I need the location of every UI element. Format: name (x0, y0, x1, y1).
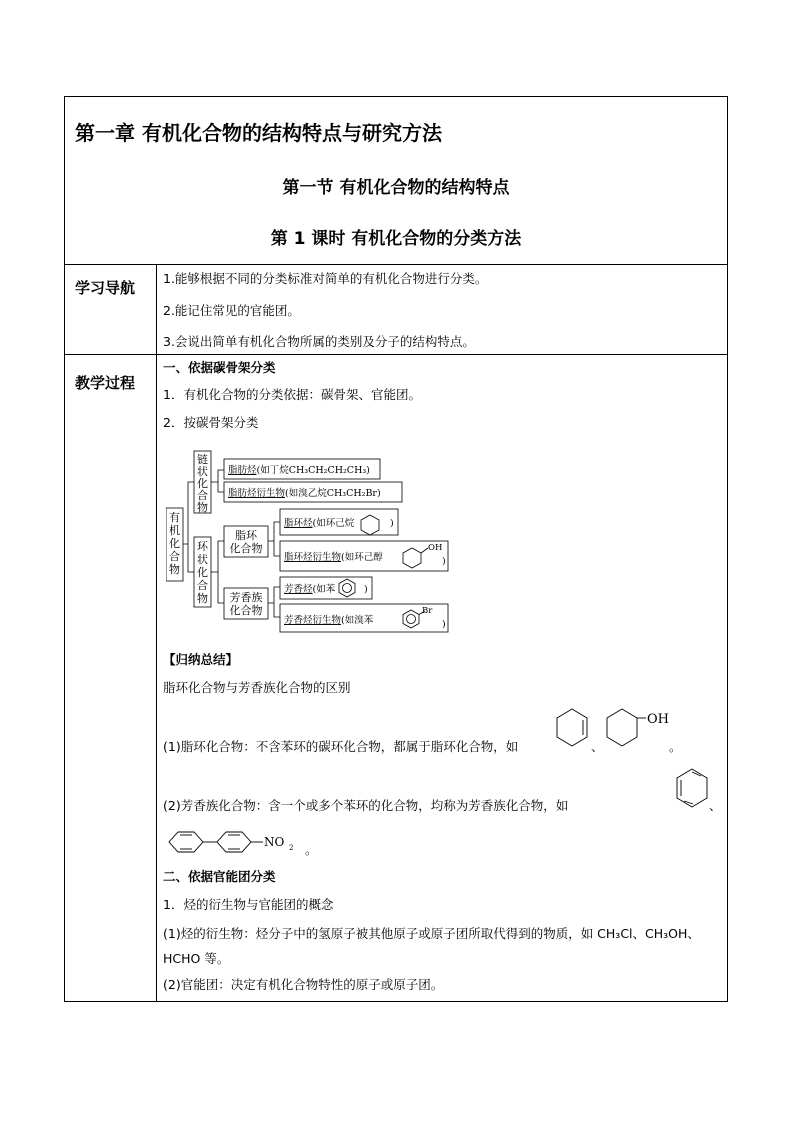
summary-subtitle: 脂环化合物与芳香族化合物的区别 (163, 680, 351, 695)
ring-char-1: 环 (197, 540, 208, 553)
nitrobiphenyl-icon (161, 825, 321, 859)
aromatic-box-line1: 芳香族 (229, 591, 263, 604)
classification-diagram (166, 447, 456, 639)
root-char-2: 机 (169, 524, 180, 537)
ring-char-5: 物 (197, 592, 208, 605)
no2-label: NO (264, 835, 285, 849)
chain-char-3: 化 (197, 477, 208, 490)
aromatic-definition: (2)芳香族化合物：含一个或多个苯环的化合物，均称为芳香族化合物，如 (163, 798, 569, 813)
summary-title: 【归纳总结】 (163, 652, 239, 667)
root-char-3: 化 (169, 537, 180, 550)
leaf4-close: ) (442, 556, 446, 567)
alicyclic-definition: (1)脂环化合物：不含苯环的碳环化合物，都属于脂环化合物，如 (163, 739, 519, 754)
leaf2-desc: (如溴乙烷CH₃CH₂Br) (285, 488, 381, 499)
lesson-plan-table (64, 96, 728, 1002)
guide-item-2: 2.能记住常见的官能团。 (163, 303, 300, 318)
chain-char-1: 链 (197, 453, 208, 466)
oh-label: OH (647, 712, 669, 727)
root-char-4: 合 (169, 550, 180, 563)
leaf6-desc: (如溴苯 (341, 615, 374, 626)
column-divider (156, 264, 157, 1001)
leaf4-desc: (如环己醇 (341, 552, 383, 563)
aromatic-separator: 、 (709, 798, 722, 813)
benzene-icon (339, 579, 355, 597)
ring-char-3: 化 (197, 566, 208, 579)
svg-text:芳香烃(如苯 (284, 583, 336, 595)
leaf5-desc: (如苯 (312, 584, 336, 595)
leaf1-desc: (如丁烷CH₃CH₂CH₂CH₃) (256, 465, 370, 476)
alicyclic-end: 。 (669, 739, 682, 754)
leaf4-oh: OH (428, 543, 443, 553)
row-divider (65, 354, 727, 355)
lesson-title: 第 1 课时 有机化合物的分类方法 (270, 229, 522, 249)
leaf4-name: 脂环烃衍生物 (284, 552, 342, 563)
leaf5-close: ) (364, 584, 368, 595)
chain-char-5: 物 (197, 501, 208, 514)
classification-basis: 1．有机化合物的分类依据：碳骨架、官能团。 (163, 387, 421, 402)
leaf3-name: 脂环烃 (284, 518, 313, 529)
functional-group-definition: (2)官能团：决定有机化合物特性的原子或原子团。 (163, 977, 444, 992)
alicyclic-separator: 、 (591, 739, 604, 754)
cyclohexanol-icon (403, 548, 421, 568)
aromatic-box-line2: 化合物 (229, 604, 263, 617)
alicyclic-box-line1: 脂环 (235, 529, 257, 542)
process-label: 教学过程 (75, 374, 136, 392)
leaf5-name: 芳香烃 (284, 584, 313, 595)
chapter-title: 第一章 有机化合物的结构特点与研究方法 (75, 121, 442, 145)
section-title: 第一节 有机化合物的结构特点 (282, 178, 510, 198)
guide-item-1: 1.能够根据不同的分类标准对简单的有机化合物进行分类。 (163, 271, 488, 286)
ring-char-2: 状 (197, 553, 208, 566)
chain-char-4: 合 (197, 489, 208, 502)
leaf6-close: ) (442, 619, 446, 630)
derivative-definition-cont: HCHO 等。 (163, 951, 230, 966)
guide-item-3: 3.会说出简单有机化合物所属的类别及分子的结构特点。 (163, 334, 475, 349)
root-char-5: 物 (169, 563, 180, 576)
aromatic-end: 。 (305, 842, 318, 857)
cyclohexene-icon (553, 705, 591, 755)
no2-subscript: 2 (289, 844, 294, 852)
svg-text:脂肪烃(如丁烷CH₃CH₂CH₂CH₃) (228, 464, 370, 476)
leaf6-name: 芳香烃衍生物 (284, 615, 342, 626)
header-cell (65, 97, 727, 265)
guide-label: 学习导航 (75, 279, 136, 297)
alicyclic-box-line2: 化合物 (229, 542, 263, 555)
leaf3-close: ) (390, 518, 394, 529)
svg-text:芳香烃衍生物(如溴苯 (284, 614, 374, 626)
cyclohexanol-structure-icon (601, 705, 671, 755)
leaf2-name: 脂肪烃衍生物 (228, 488, 286, 499)
heading-carbon-skeleton: 一、依据碳骨架分类 (163, 360, 276, 375)
svg-text:脂肪烃衍生物(如溴乙烷CH₃CH₂Br) (228, 487, 381, 499)
ring-char-4: 合 (197, 579, 208, 592)
leaf6-br: Br (422, 606, 433, 616)
leaf3-desc: (如环己烷 (312, 518, 355, 529)
leaf1-name: 脂肪烃 (228, 465, 257, 476)
cyclohexane-icon (361, 515, 379, 535)
svg-text:脂环烃衍生物(如环己醇 (284, 551, 383, 563)
root-char-1: 有 (169, 511, 180, 524)
svg-text:脂环烃(如环己烷 (284, 517, 355, 529)
by-skeleton-label: 2．按碳骨架分类 (163, 415, 259, 430)
derivative-definition: (1)烃的衍生物：烃分子中的氢原子被其他原子或原子团所取代得到的物质，如 CH₃Cl、CH₃OH、 (163, 926, 700, 941)
chain-char-2: 状 (197, 465, 208, 478)
heading-functional-group: 二、依据官能团分类 (163, 869, 276, 884)
benzene-structure-icon (673, 765, 711, 817)
derivative-concept-title: 1．烃的衍生物与官能团的概念 (163, 897, 334, 912)
bromobenzene-icon (403, 610, 419, 628)
